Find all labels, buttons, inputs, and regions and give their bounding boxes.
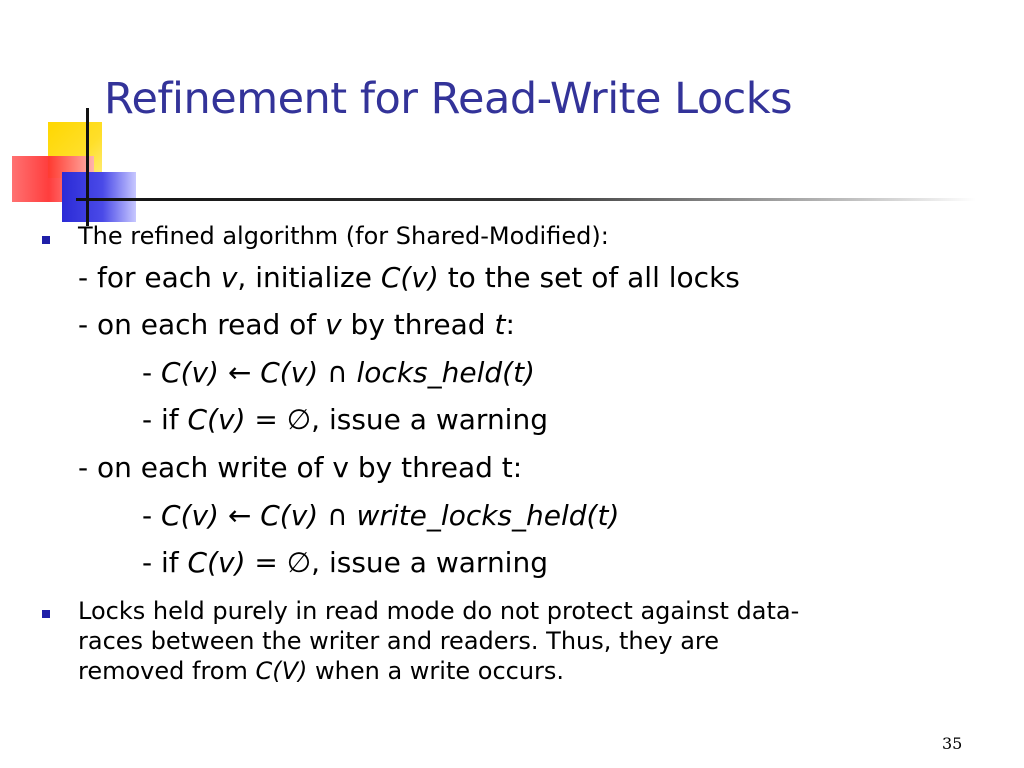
read-header-mid: by thread xyxy=(341,308,495,341)
write-assign-lhs: C(v) xyxy=(161,499,219,532)
read-check-suffix: , issue a warning xyxy=(311,403,548,436)
read-assign-line xyxy=(142,356,535,389)
read-header-prefix: - on each read of xyxy=(78,308,326,341)
init-line xyxy=(78,261,740,294)
read-header-line xyxy=(78,308,515,341)
bullet-2-line-3-suffix: when a write occurs. xyxy=(307,657,565,685)
read-assign-lhs: C(v) xyxy=(161,356,219,389)
write-check-cv: C(v) xyxy=(187,546,246,579)
write-assign-dash: - xyxy=(142,499,162,532)
read-assign-arrow: ← xyxy=(218,356,261,389)
page-number: 35 xyxy=(942,734,963,753)
read-header-v: v xyxy=(325,308,342,341)
write-assign-arrow: ← xyxy=(218,499,261,532)
read-assign-dash: - xyxy=(142,356,162,389)
read-header-suffix: : xyxy=(505,308,515,341)
read-check-prefix: - if xyxy=(142,403,188,436)
read-check-line xyxy=(142,403,548,436)
bullet-2-line-3-cv: C(V) xyxy=(255,657,308,685)
init-prefix: - for each xyxy=(78,261,221,294)
init-cv: C(v) xyxy=(380,261,439,294)
bullet-2-line-1: Locks held purely in read mode do not protect against data- xyxy=(78,597,800,625)
write-check-prefix: - if xyxy=(142,546,188,579)
read-assign-fn: locks_held(t) xyxy=(356,356,535,389)
write-check-line xyxy=(142,546,548,579)
write-assign-line xyxy=(142,499,619,532)
read-check-cv: C(v) xyxy=(187,403,246,436)
bullet-1-intro: The refined algorithm (for Shared-Modified): xyxy=(78,222,609,250)
init-v: v xyxy=(220,261,238,294)
bullet-marker-1 xyxy=(42,236,50,244)
bullet-2-line-3 xyxy=(78,656,998,686)
init-suffix: to the set of all locks xyxy=(438,261,740,294)
write-assign-fn: write_locks_held(t) xyxy=(356,499,620,532)
bullet-marker-2 xyxy=(42,610,50,618)
bullet-2-paragraph xyxy=(78,596,998,686)
read-header-t: t xyxy=(494,308,506,341)
write-assign-cap: ∩ xyxy=(318,499,357,532)
write-check-suffix: , issue a warning xyxy=(311,546,548,579)
slide-title: Refinement for Read-Write Locks xyxy=(104,74,793,124)
init-mid: , initialize xyxy=(237,261,381,294)
write-header-line: - on each write of v by thread t: xyxy=(78,451,523,484)
bullet-2-line-3-prefix: removed from xyxy=(78,657,256,685)
read-check-eq: = ∅ xyxy=(245,403,312,436)
write-assign-rhs: C(v) xyxy=(260,499,319,532)
read-assign-rhs: C(v) xyxy=(260,356,319,389)
read-assign-cap: ∩ xyxy=(318,356,357,389)
bullet-2-line-2: races between the writer and readers. Thus, they are xyxy=(78,627,720,655)
write-check-eq: = ∅ xyxy=(245,546,312,579)
